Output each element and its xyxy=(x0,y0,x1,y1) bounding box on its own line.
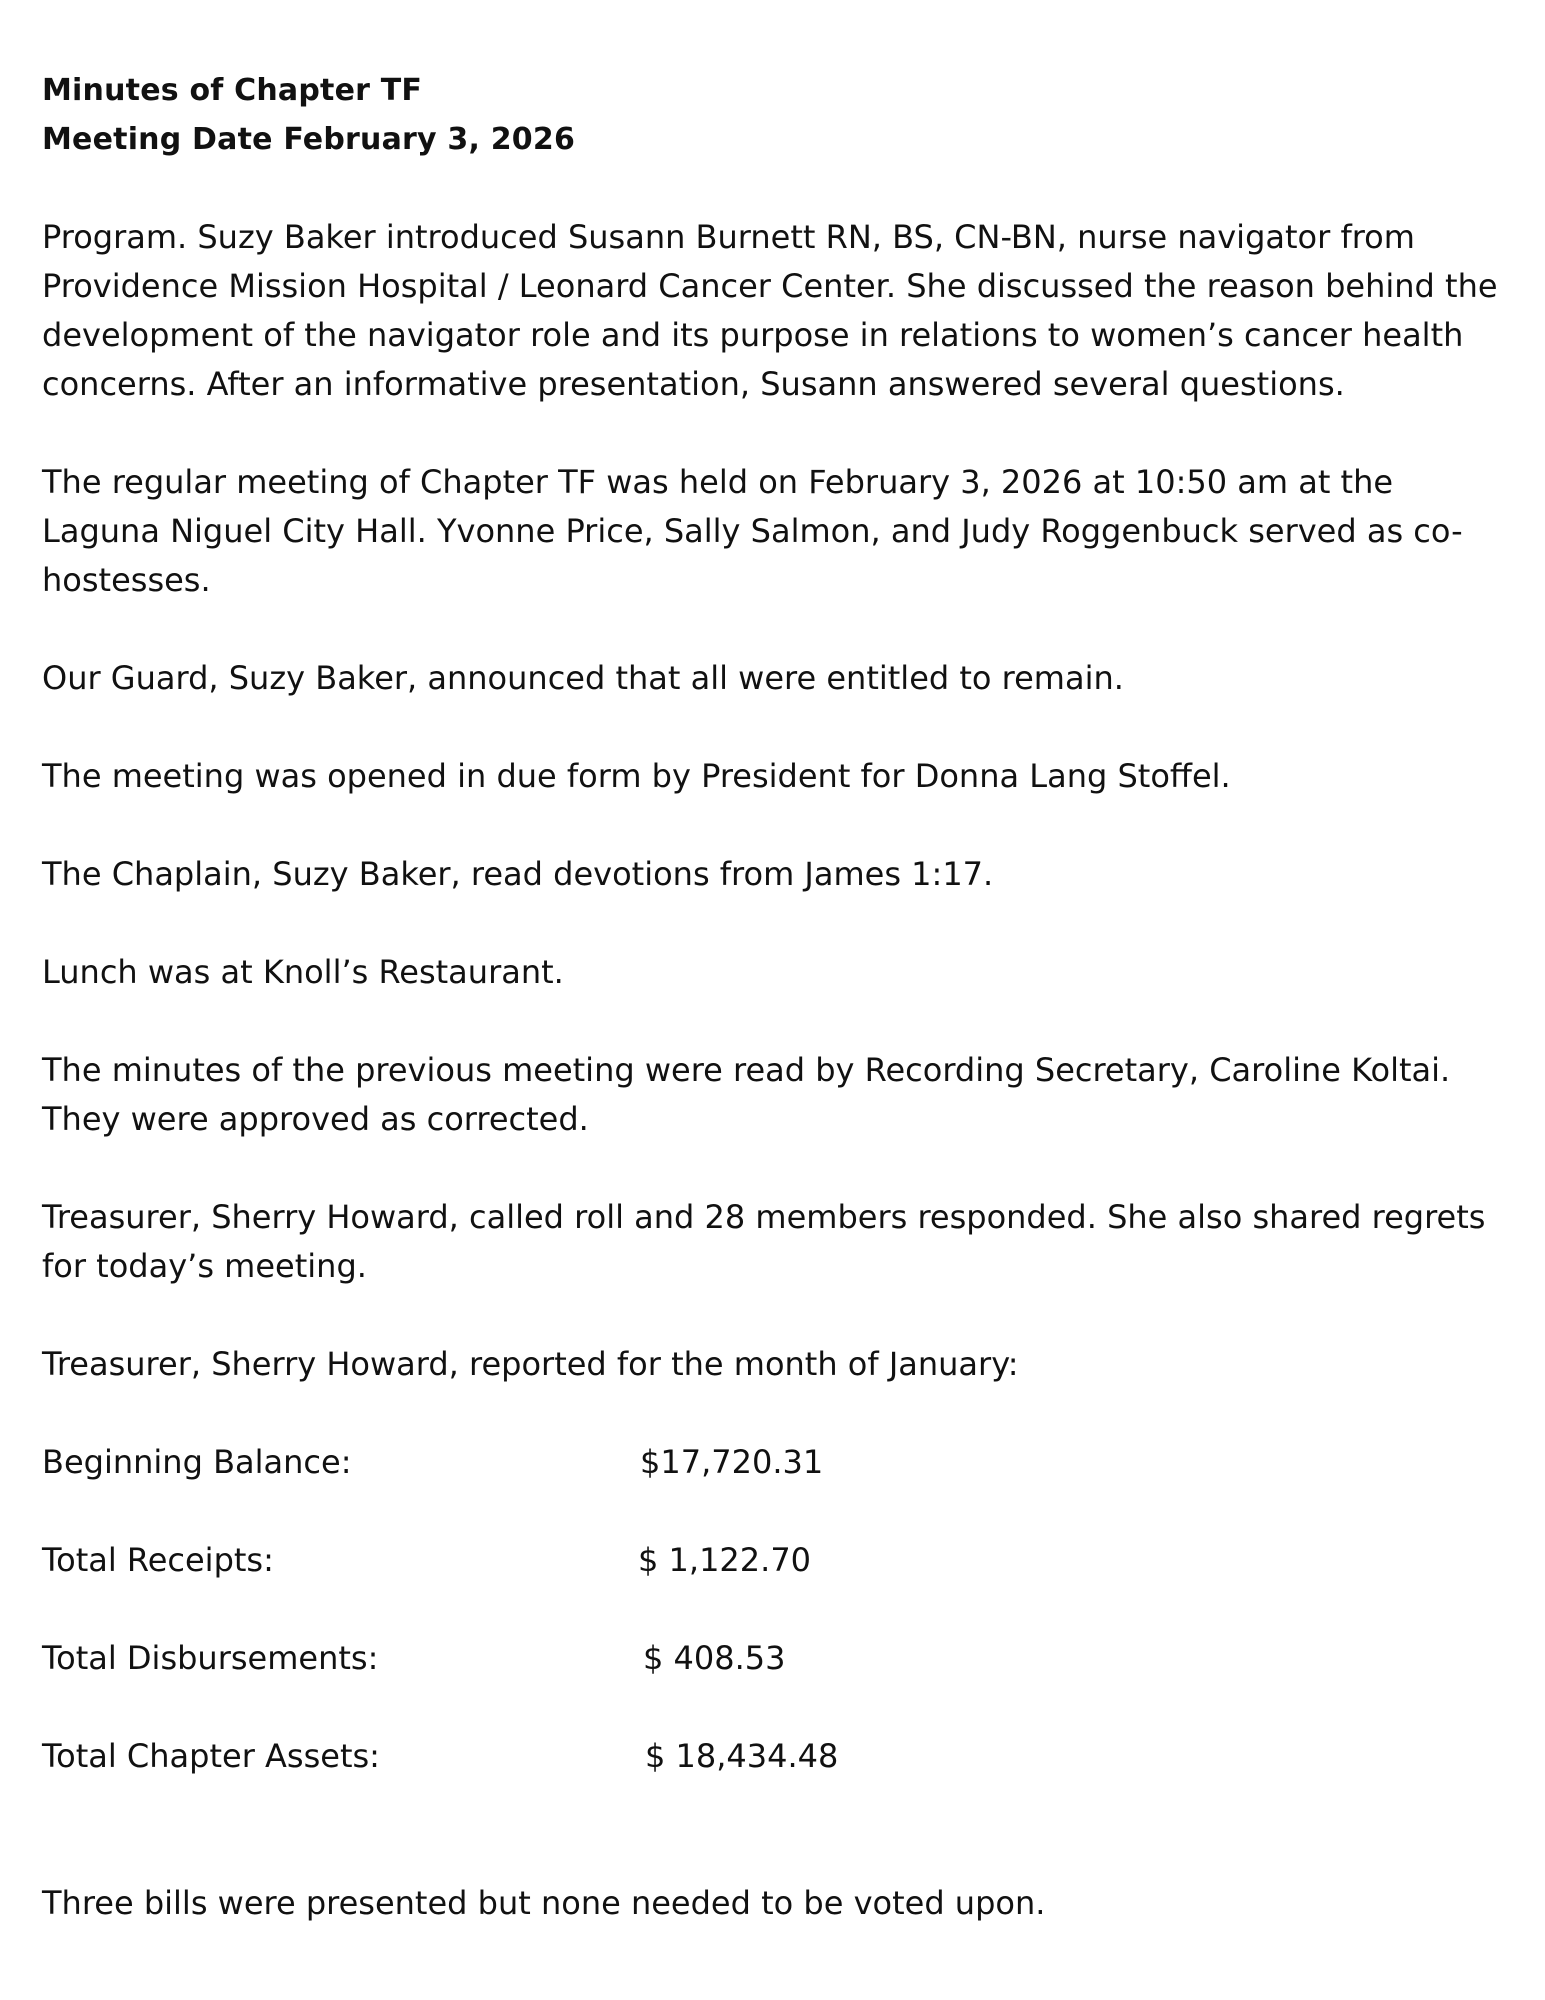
regular-meeting-paragraph: The regular meeting of Chapter TF was held on February 3, 2026 at 10:50 am at the Laguna Niguel City Hall. Yvonne Price, Sally Salmon, and Judy Roggenbuck served as co-hostesses. xyxy=(42,463,1463,599)
spacer xyxy=(42,1830,1512,1879)
spacer xyxy=(42,703,1512,752)
finance-value: $ 408.53 xyxy=(643,1639,786,1677)
finance-label: Total Chapter Assets: xyxy=(42,1737,380,1775)
program-paragraph: Program. Suzy Baker introduced Susann Burnett RN, BS, CN-BN, nurse navigator from Providence Mission Hospital / Leonard Cancer Center. She discussed the reason behind the development of the navigator role and its purpose in relations to women’s cancer health concerns. After an informative presentation, Susann answered several questions. xyxy=(42,218,1498,403)
document-page xyxy=(42,66,1512,1928)
spacer xyxy=(42,164,1512,213)
spacer xyxy=(42,1585,1512,1634)
chaplain-paragraph: The Chaplain, Suzy Baker, read devotions from James 1:17. xyxy=(42,855,994,893)
spacer xyxy=(42,899,1512,948)
finance-label: Total Receipts: xyxy=(42,1541,274,1579)
finance-value: $ 18,434.48 xyxy=(645,1737,839,1775)
finance-value: $17,720.31 xyxy=(640,1443,824,1481)
document-title: Minutes of Chapter TF xyxy=(42,73,423,108)
finance-value: $ 1,122.70 xyxy=(638,1541,812,1579)
spacer xyxy=(42,1781,1512,1830)
bills-paragraph: Three bills were presented but none needed to be voted upon. xyxy=(42,1884,1046,1922)
spacer xyxy=(42,1291,1512,1340)
spacer xyxy=(42,1487,1512,1536)
lunch-paragraph: Lunch was at Knoll’s Restaurant. xyxy=(42,953,564,991)
roll-paragraph: Treasurer, Sherry Howard, called roll and 28 members responded. She also shared regrets for today’s meeting. xyxy=(42,1198,1486,1285)
finance-row xyxy=(42,1536,1512,1585)
spacer xyxy=(42,605,1512,654)
finance-row xyxy=(42,1634,1512,1683)
guard-paragraph: Our Guard, Suzy Baker, announced that all were entitled to remain. xyxy=(42,659,1124,697)
spacer xyxy=(42,1389,1512,1438)
spacer xyxy=(42,997,1512,1046)
minutes-paragraph: The minutes of the previous meeting were read by Recording Secretary, Caroline Koltai. They were approved as corrected. xyxy=(42,1051,1451,1138)
opened-paragraph: The meeting was opened in due form by President for Donna Lang Stoffel. xyxy=(42,757,1231,795)
spacer xyxy=(42,801,1512,850)
spacer xyxy=(42,409,1512,458)
finance-row xyxy=(42,1732,1512,1781)
meeting-date: Meeting Date February 3, 2026 xyxy=(42,122,576,157)
treasurer-report-paragraph: Treasurer, Sherry Howard, reported for the month of January: xyxy=(42,1345,1019,1383)
finance-row xyxy=(42,1438,1512,1487)
spacer xyxy=(42,1144,1512,1193)
spacer xyxy=(42,1683,1512,1732)
finance-label: Beginning Balance: xyxy=(42,1443,352,1481)
finance-label: Total Disbursements: xyxy=(42,1639,379,1677)
